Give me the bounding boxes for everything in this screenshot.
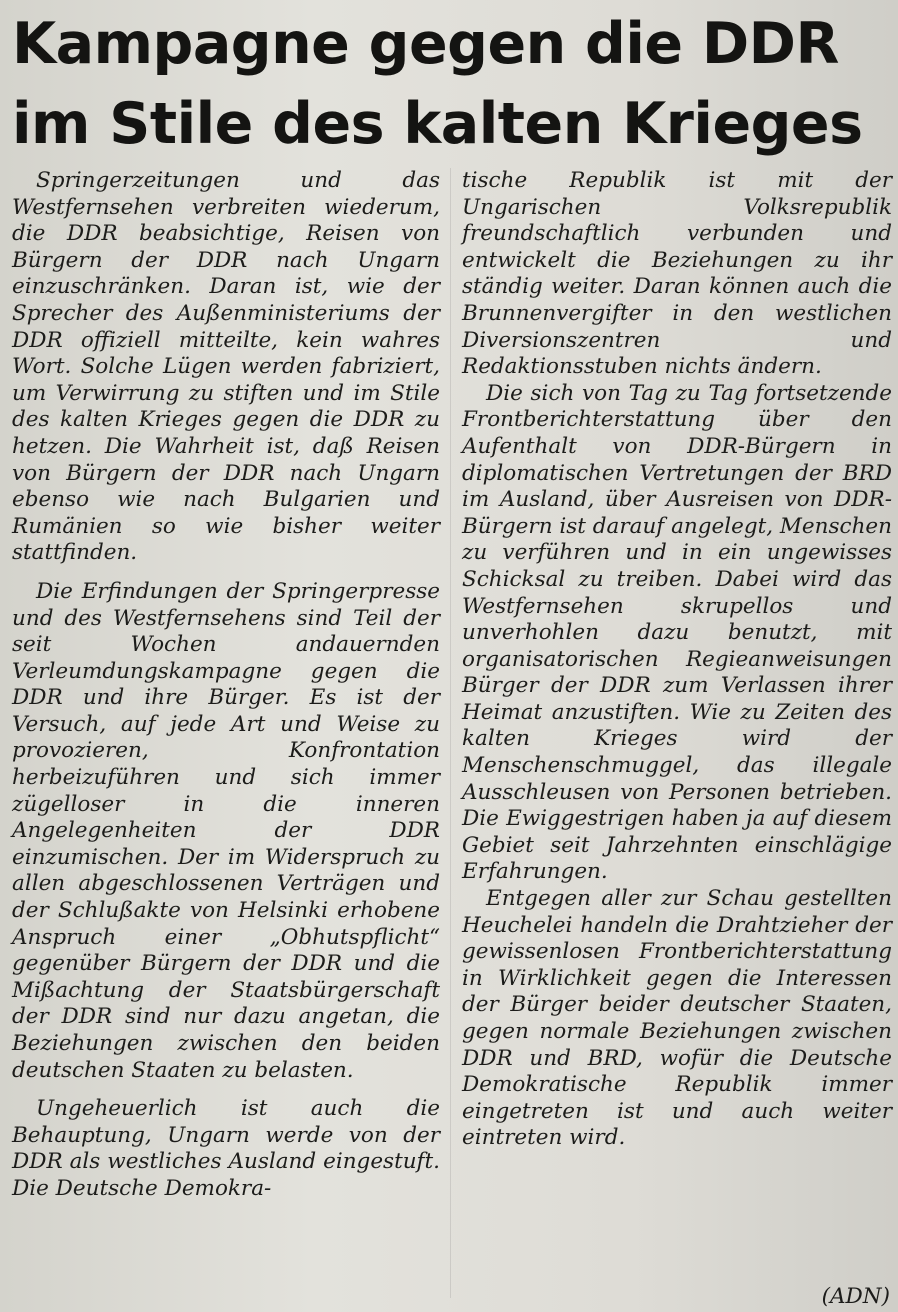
source-credit: (ADN) xyxy=(821,1284,890,1309)
paragraph-5: Entgegen aller zur Schau gestellten Heuchelei handeln die Drahtzieher der gewissenlosen Frontberichterstattung in Wirklichkeit gegen die Interessen der Bürger beider deutscher Staaten, gegen normale Beziehungen zwischen DDR und BRD, wofür die Deutsche Demokratische Republik immer eingetreten ist und auch weiter eintreten wird. xyxy=(462,886,892,1151)
paragraph-4: Die sich von Tag zu Tag fortsetzende Frontberichterstattung über den Aufenthalt von DDR-Bürgern in diplomatischen Vertretungen der BRD im Ausland, über Ausreisen von DDR-Bürgern ist darauf angelegt, Menschen zu verführen und in ein ungewisses Schicksal zu treiben. Dabei wird das Westfernsehen skrupellos und unverhohlen dazu benutzt, mit organisatorischen Regieanweisungen Bürger der DDR zum Verlassen ihrer Heimat anzustiften. Wie zu Zeiten des kalten Krieges wird der Menschenschmuggel, das illegale Ausschleusen von Personen betrieben. Die Ewiggestrigen haben ja auf diesem Gebiet seit Jahrzehnten einschlägige Erfahrungen. xyxy=(462,380,892,885)
headline-line-1: Kampagne gegen die DDR xyxy=(12,11,839,77)
headline-line-2: im Stile des kalten Krieges xyxy=(12,91,863,157)
right-column xyxy=(462,168,892,1152)
paragraph-1: Springerzeitungen und das Westfernsehen verbreiten wiederum, die DDR beabsichtige, Reisen von Bürgern der DDR nach Ungarn einzuschränken. Daran ist, wie der Sprecher des Außenministeriums der DDR offiziell mitteilte, kein wahres Wort. Solche Lügen werden fabriziert, um Verwirrung zu stiften und im Stile des kalten Krieges gegen die DDR zu hetzen. Die Wahrheit ist, daß Reisen von Bürgern der DDR nach Ungarn ebenso wie nach Bulgarien und Rumänien so wie bisher weiter stattfinden. xyxy=(12,168,440,566)
left-column xyxy=(12,168,440,1203)
paragraph-3: Ungeheuerlich ist auch die Behauptung, Ungarn werde von der DDR als westliches Ausland eingestuft. Die Deutsche Demokra- xyxy=(12,1096,440,1201)
column-divider xyxy=(450,168,451,1298)
headline xyxy=(12,4,892,164)
paragraph-2: Die Erfindungen der Springerpresse und des Westfernsehens sind Teil der seit Wochen andauernden Verleumdungskampagne gegen die DDR und ihre Bürger. Es ist der Versuch, auf jede Art und Weise zu provozieren, Konfrontation herbeizuführen und sich immer zügelloser in die inneren Angelegenheiten der DDR einzumischen. Der im Widerspruch zu allen abgeschlossenen Verträgen und der Schlußakte von Helsinki erhobene Anspruch einer „Obhutspflicht“ gegenüber Bürgern der DDR und die Mißachtung der Staatsbürgerschaft der DDR sind nur dazu angetan, die Beziehungen zwischen den beiden deutschen Staaten zu belasten. xyxy=(12,578,440,1083)
paragraph-3-continued: tische Republik ist mit der Ungarischen Volksrepublik freundschaftlich verbunden und entwickelt die Beziehungen zu ihr ständig weiter. Daran können auch die Brunnenvergifter in den westlichen Diversionszentren und Redaktionsstuben nichts ändern. xyxy=(462,168,892,380)
